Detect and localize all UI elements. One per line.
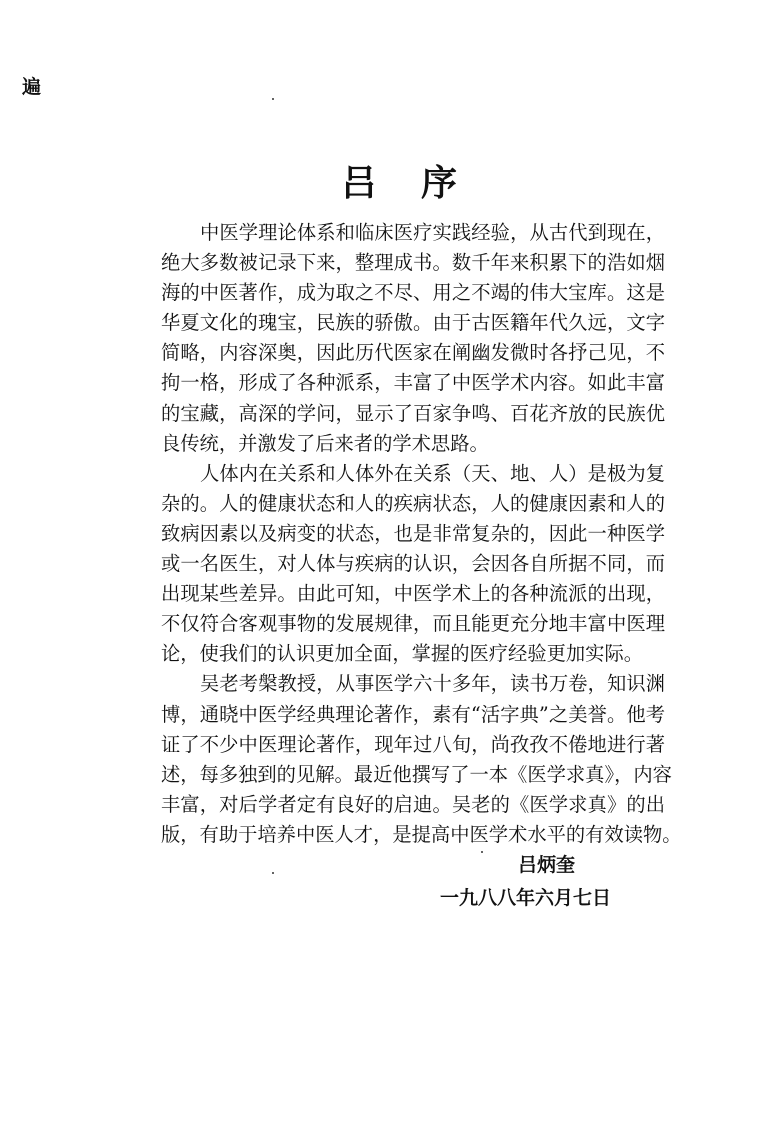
text-line: 述，每多独到的见解。最近他撰写了一本《医学求真》，内容 bbox=[161, 762, 672, 786]
text-line: 拘一格，形成了各种派系，丰富了中医学术内容。如此丰富 bbox=[161, 371, 665, 395]
page-title bbox=[0, 160, 777, 206]
text-line: 绝大多数被记录下来，整理成书。数千年来积累下的浩如烟 bbox=[161, 251, 665, 275]
author-signature: 吕炳奎 bbox=[518, 854, 576, 876]
scan-speck bbox=[272, 98, 274, 100]
paragraph bbox=[161, 218, 665, 459]
text-line: 致病因素以及病变的状态，也是非常复杂的，因此一种医学 bbox=[161, 521, 665, 545]
text-line: 或一名医生，对人体与疾病的认识，会因各自所据不同，而 bbox=[161, 552, 665, 576]
text-line: 杂的。人的健康状态和人的疾病状态，人的健康因素和人的 bbox=[161, 491, 665, 515]
scan-speck bbox=[481, 851, 483, 853]
corner-mark: 遍 bbox=[22, 76, 42, 98]
paragraph bbox=[161, 459, 665, 670]
text-line: 华夏文化的瑰宝，民族的骄傲。由于古医籍年代久远，文字 bbox=[161, 311, 665, 335]
text-line: 吴老考槃教授，从事医学六十多年，读书万卷，知识渊 bbox=[200, 672, 665, 696]
text-line: 博，通晓中医学经典理论著作，素有“活字典”之美誉。他考 bbox=[161, 702, 665, 726]
text-line: 的宝藏，高深的学问，显示了百家争鸣、百花齐放的民族优 bbox=[161, 401, 665, 425]
text-line: 简略，内容深奥，因此历代医家在阐幽发微时各抒己见，不 bbox=[161, 341, 665, 365]
text-line: 人体内在关系和人体外在关系（天、地、人）是极为复 bbox=[200, 461, 665, 485]
text-line: 中医学理论体系和临床医疗实践经验，从古代到现在， bbox=[200, 221, 665, 244]
text-line: 版，有助于培养中医人才，是提高中医学术水平的有效读物。 bbox=[161, 822, 682, 846]
title-char: 吕 bbox=[341, 162, 378, 204]
text-line: 良传统，并激发了后来者的学术思路。 bbox=[161, 431, 489, 455]
text-line: 丰富，对后学者定有良好的启迪。吴老的《医学求真》的出 bbox=[161, 792, 665, 816]
paragraph bbox=[161, 669, 682, 850]
title-char: 序 bbox=[421, 162, 458, 204]
text-line: 海的中医著作，成为取之不尽、用之不竭的伟大宝库。这是 bbox=[161, 281, 665, 305]
text-line: 出现某些差异。由此可知，中医学术上的各种流派的出现， bbox=[161, 582, 665, 606]
scan-speck bbox=[272, 872, 274, 874]
text-line: 不仅符合客观事物的发展规律，而且能更充分地丰富中医理 bbox=[161, 612, 665, 636]
text-line: 论，使我们的认识更加全面，掌握的医疗经验更加实际。 bbox=[161, 642, 644, 666]
preface-body bbox=[161, 218, 682, 850]
preface-date: 一九八八年六月七日 bbox=[440, 887, 612, 909]
text-line: 证了不少中医理论著作，现年过八旬，尚孜孜不倦地进行著 bbox=[161, 732, 665, 756]
